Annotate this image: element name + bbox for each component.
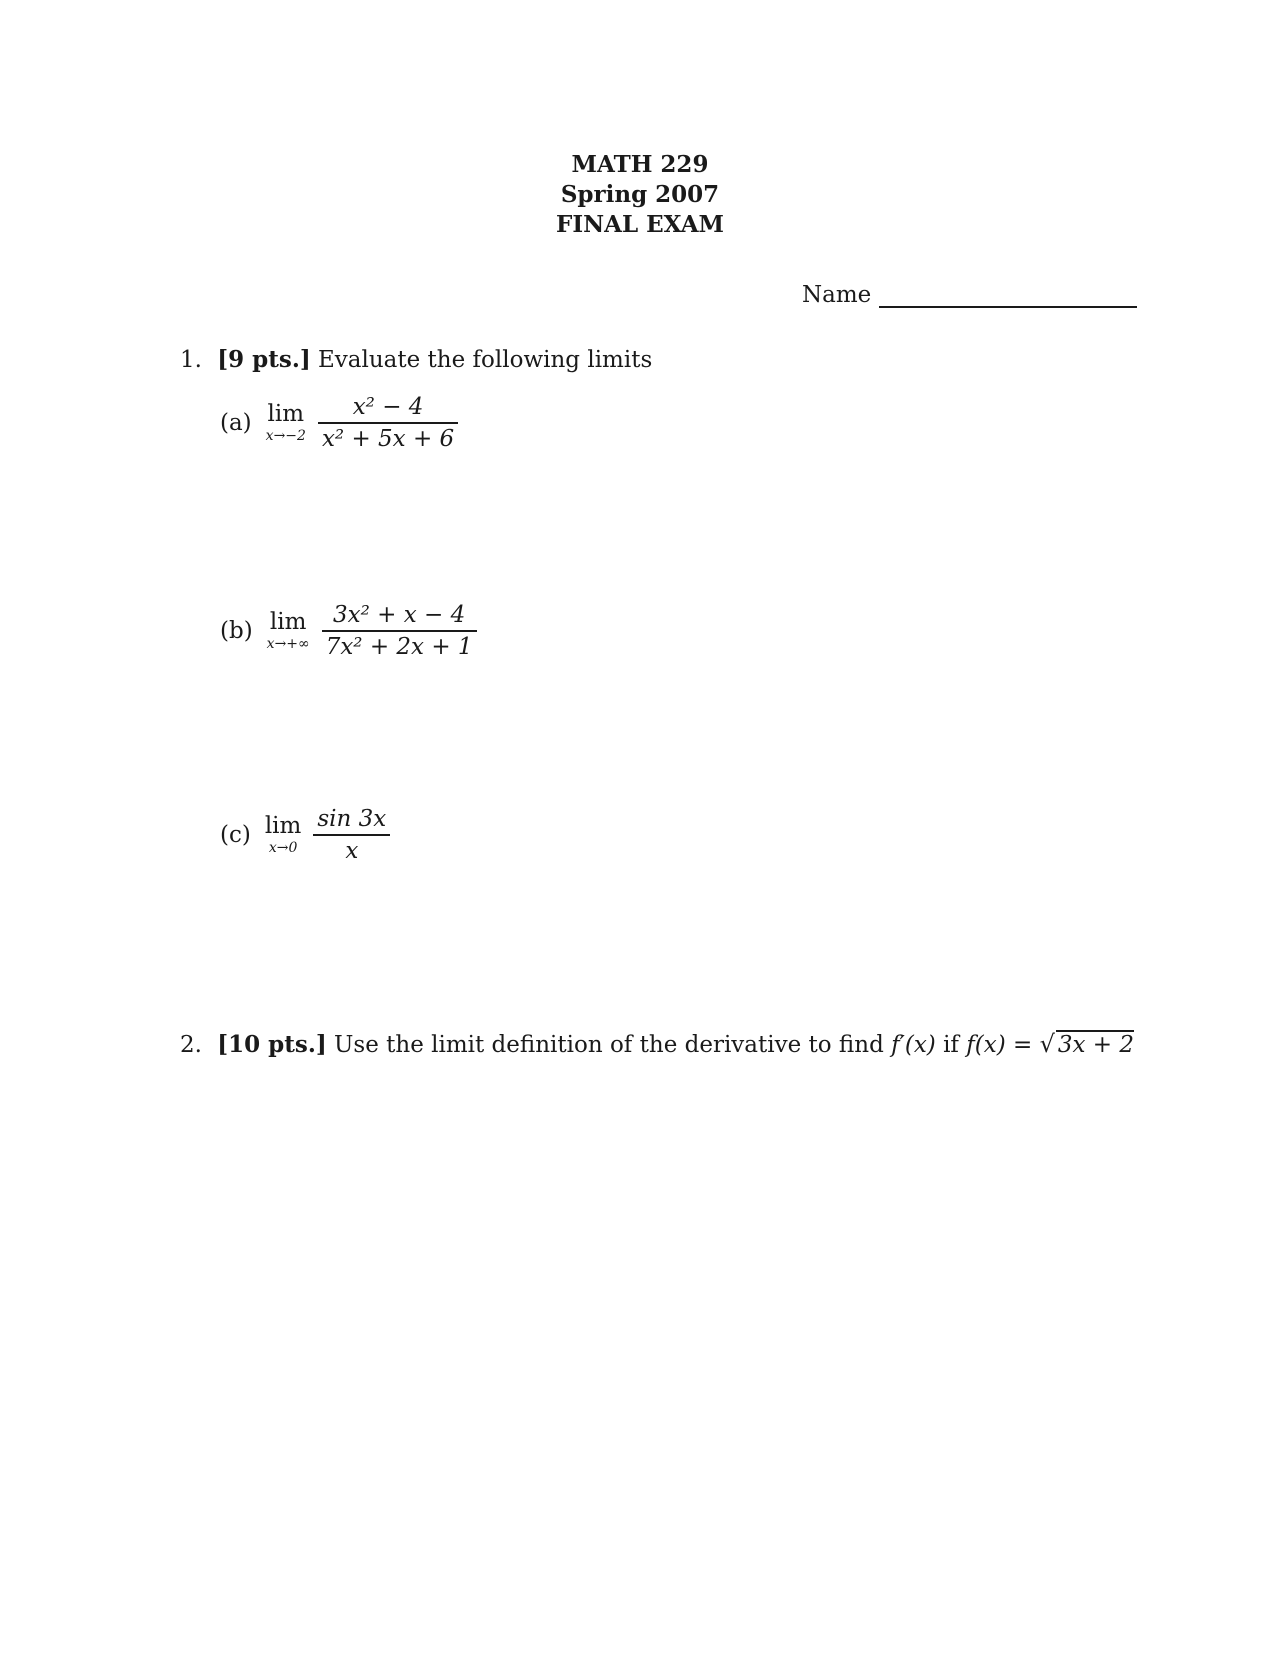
name-field: [802, 282, 1137, 308]
derivative-expression: f′(x): [891, 1032, 936, 1058]
limit-operator: [266, 401, 306, 445]
numerator: 3x² + x − 4: [333, 602, 466, 628]
sqrt-icon: √: [1039, 1030, 1055, 1058]
if-word: if: [943, 1032, 959, 1058]
problem-1-part-b: [220, 600, 477, 662]
lim-word: lim: [267, 401, 305, 427]
problem-prompt: Evaluate the following limits: [318, 347, 653, 373]
exam-title: FINAL EXAM: [556, 211, 724, 238]
part-label: (c): [220, 822, 251, 848]
problem-1-part-a: [220, 392, 458, 454]
denominator: 7x² + 2x + 1: [325, 634, 473, 660]
exam-header: [0, 150, 1280, 240]
problem-1: [180, 346, 652, 373]
numerator: x² − 4: [352, 394, 424, 420]
denominator: x² + 5x + 6: [321, 426, 455, 452]
denominator: x: [345, 838, 359, 864]
problem-number: 1.: [180, 347, 202, 373]
radicand: 3x + 2: [1057, 1032, 1135, 1058]
part-label: (b): [220, 618, 253, 644]
lim-subscript: x→−2: [265, 428, 306, 444]
lim-subscript: x→0: [268, 840, 298, 856]
limit-operator: [265, 813, 302, 857]
part-label: (a): [220, 410, 252, 436]
problem-2: [180, 1030, 1134, 1058]
lim-subscript: x→+∞: [266, 636, 310, 652]
numerator: sin 3x: [317, 806, 387, 832]
name-blank-line[interactable]: [879, 284, 1137, 308]
lim-word: lim: [264, 813, 302, 839]
problem-1-part-c: [220, 804, 390, 866]
exam-term: Spring 2007: [560, 181, 720, 208]
problem-points: [10 pts.]: [217, 1031, 327, 1058]
name-label: Name: [802, 282, 872, 308]
course-title: MATH 229: [571, 151, 709, 178]
problem-prompt: Use the limit definition of the derivative to find: [334, 1032, 884, 1058]
problem-number: 2.: [180, 1032, 202, 1058]
limit-operator: [267, 609, 310, 653]
fraction: [322, 600, 477, 662]
fraction: [318, 392, 458, 454]
function-expression: f(x) =: [966, 1032, 1033, 1058]
fraction: [313, 804, 390, 866]
problem-points: [9 pts.]: [217, 346, 311, 373]
lim-word: lim: [269, 609, 307, 635]
